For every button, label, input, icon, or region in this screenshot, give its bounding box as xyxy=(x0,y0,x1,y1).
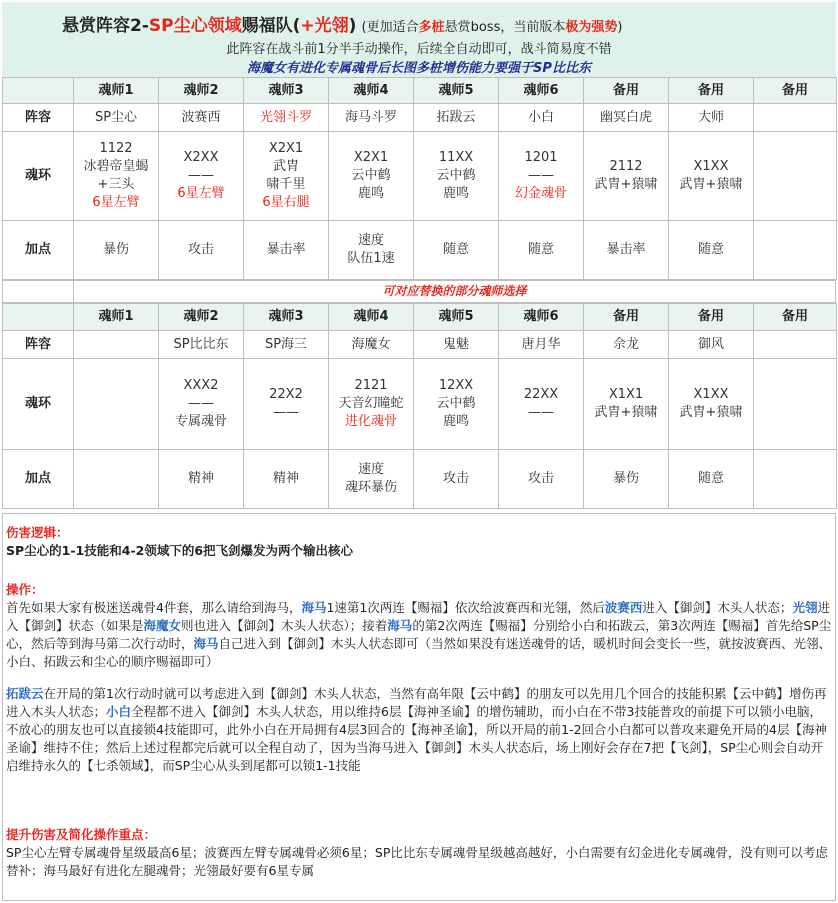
damage-section xyxy=(6,524,832,560)
header-cell-3: 魂师3 xyxy=(244,304,329,331)
soul-ring-row xyxy=(3,132,837,221)
soul-ring-cell xyxy=(159,359,244,450)
cell-line: +三头 xyxy=(97,177,135,192)
header-cell-7: 备用 xyxy=(584,78,669,104)
points-cell xyxy=(584,221,669,280)
lineup-row xyxy=(3,104,837,132)
cell-line: 武胄+猿啸 xyxy=(594,177,658,192)
cell-line: 12XX xyxy=(438,378,474,393)
header-cell-4: 魂师4 xyxy=(329,304,414,331)
cell-line: 随意 xyxy=(697,242,724,257)
cell-line: X1X1 xyxy=(608,387,644,402)
header-cell-8: 备用 xyxy=(669,304,754,331)
points-cell xyxy=(329,221,414,280)
improve-heading: 提升伤害及简化操作重点： xyxy=(6,827,157,842)
cell-line: 队伍1速 xyxy=(347,251,395,266)
cell-line: 11XX xyxy=(438,150,474,165)
cell-line: 1201 xyxy=(524,150,558,165)
header-cell-9: 备用 xyxy=(754,78,837,104)
title-note: (更加适合多桩悬赏boss，当前版本极为强势) xyxy=(361,20,623,35)
table-header-row xyxy=(3,78,837,104)
header-banner xyxy=(2,2,836,77)
operation-section xyxy=(6,581,832,775)
cell-line: X1XX xyxy=(693,159,729,174)
points-cell xyxy=(414,450,499,509)
cell-line: 武胄+猿啸 xyxy=(594,405,658,420)
soul-ring-cell xyxy=(669,359,754,450)
cell-line: 武胄+猿啸 xyxy=(679,177,743,192)
row-label-soul-ring: 魂环 xyxy=(3,132,74,221)
operation-paragraph-1: 首先如果大家有极迷送魂骨4件套，那么请给到海马，海马1速第1次两连【赐福】依次给波赛西和光翎，然后波赛西进入【御剑】木头人状态；光翎进入【御剑】状态（如果是海魔女则也进入【御剑】木头人状态）；接着海马的第2次两连【赐福】分别给小白和拓跋云，第3次两连【赐福】首先给SP尘心，然后等到海马第二次行动时，海马自己进入到【御剑】木头人状态即可（当然如果没有迷送魂骨的话，暖机时间会变长一些，就按波赛西、光翎、小白、拓跋云和尘心的顺序赐福即可） xyxy=(6,600,832,669)
lineup-cell: 鬼魅 xyxy=(414,331,499,359)
cell-line: XXX2 xyxy=(183,378,219,393)
cell-line: 攻击 xyxy=(527,471,554,486)
points-cell xyxy=(499,221,584,280)
cell-line: X2XX xyxy=(183,150,219,165)
cell-line: —— xyxy=(188,168,214,183)
cell-line: 鹿鸣 xyxy=(442,414,469,429)
lineup-cell xyxy=(754,331,837,359)
soul-ring-cell xyxy=(499,132,584,221)
cell-line: 攻击 xyxy=(442,471,469,486)
lineup-cell: SP比比东 xyxy=(159,331,244,359)
lineup-cell: SP海三 xyxy=(244,331,329,359)
soul-ring-cell xyxy=(244,359,329,450)
cell-line: 速度 xyxy=(357,462,384,477)
header-cell-2: 魂师2 xyxy=(159,304,244,331)
table-header-row xyxy=(3,304,837,331)
points-cell xyxy=(244,221,329,280)
cell-line: 22XX xyxy=(523,387,559,402)
cell-line: 速度 xyxy=(357,233,384,248)
cell-line: X1XX xyxy=(693,387,729,402)
cell-line: —— xyxy=(273,405,299,420)
cell-line: —— xyxy=(188,396,214,411)
header-cell-3: 魂师3 xyxy=(244,78,329,104)
soul-ring-cell xyxy=(414,359,499,450)
improve-section xyxy=(6,826,832,880)
header-cell-1: 魂师1 xyxy=(74,78,159,104)
header-cell-5: 魂师5 xyxy=(414,78,499,104)
cell-line: 6星右腿 xyxy=(262,195,310,210)
lineup-cell: SP尘心 xyxy=(74,104,159,132)
cell-line: X2X1 xyxy=(268,141,304,156)
header-cell-4: 魂师4 xyxy=(329,78,414,104)
header-cell-5: 魂师5 xyxy=(414,304,499,331)
soul-ring-cell xyxy=(74,359,159,450)
lineup-cell: 海马斗罗 xyxy=(329,104,414,132)
operation-heading: 操作： xyxy=(6,582,44,597)
cell-line: 随意 xyxy=(697,471,724,486)
cell-line: 精神 xyxy=(187,471,214,486)
lineup-cell: 光翎斗罗 xyxy=(244,104,329,132)
cell-line: —— xyxy=(528,168,554,183)
damage-heading: 伤害逻辑： xyxy=(6,525,69,540)
soul-ring-cell xyxy=(754,132,837,221)
cell-line: 随意 xyxy=(527,242,554,257)
soul-ring-cell xyxy=(329,132,414,221)
points-cell xyxy=(159,221,244,280)
soul-ring-cell xyxy=(329,359,414,450)
lineup-cell: 御风 xyxy=(669,331,754,359)
lineup-cell: 海魔女 xyxy=(329,331,414,359)
soul-ring-cell xyxy=(669,132,754,221)
points-cell xyxy=(669,221,754,280)
soul-ring-row xyxy=(3,359,837,450)
lineup-cell: 波赛西 xyxy=(159,104,244,132)
cell-line: 6星左臂 xyxy=(177,186,225,201)
separator-note: 可对应替换的部分魂师选择 xyxy=(73,280,836,303)
cell-line: 暴伤 xyxy=(102,242,129,257)
cell-line: 幻金魂骨 xyxy=(514,186,567,201)
operation-paragraph-2: 拓跋云在开局的第1次行动时就可以考虑进入到【御剑】木头人状态，当然有高年限【云中鹤】的朋友可以先用几个回合的技能积累【云中鹤】增伤再进入木头人状态；小白全程都不进入【御剑】木头人状态，用以维持6层【海神圣谕】的增伤辅助，而小白在不带3技能普攻的前提下可以锁小电脑，不放心的朋友也可以直接锁4技能即可，此外小白在开局拥有4层3回合的【海神圣谕】，所以开局的前1-2回合小白都可以普攻来避免开局的4层【海神圣谕】维持不住；然后上述过程都完后就可以全程自动了，因为当海马进入【御剑】木头人状态后，场上刚好会存在7把【飞剑】，SP尘心则会自动开启维持永久的【七杀领域】，而SP尘心从头到尾都可以锁1-1技能 xyxy=(6,686,827,773)
lineup-cell xyxy=(74,331,159,359)
cell-line: —— xyxy=(528,405,554,420)
soul-ring-cell xyxy=(754,359,837,450)
cell-line: 攻击 xyxy=(187,242,214,257)
lineup-cell xyxy=(754,104,837,132)
cell-line: 暴击率 xyxy=(606,242,646,257)
page-subtitle: 此阵容在战斗前1分半手动操作，后续全自动即可，战斗简易度不错 xyxy=(226,42,612,57)
row-label-lineup: 阵容 xyxy=(3,331,74,359)
cell-line: 22X2 xyxy=(269,387,303,402)
cell-line: 6星左臂 xyxy=(92,195,140,210)
cell-line: 暴击率 xyxy=(266,242,306,257)
corner-cell xyxy=(3,304,74,331)
page-note: 海魔女有进化专属魂骨后长图多桩增伤能力要强于SP比比东 xyxy=(247,61,591,76)
cell-line: 鹿鸣 xyxy=(442,186,469,201)
separator-left xyxy=(2,280,74,303)
points-cell xyxy=(584,450,669,509)
soul-ring-cell xyxy=(414,132,499,221)
soul-ring-cell xyxy=(74,132,159,221)
lineup-cell: 拓跋云 xyxy=(414,104,499,132)
lineup-cell: 大师 xyxy=(669,104,754,132)
cell-line: 专属魂骨 xyxy=(174,414,227,429)
header-cell-2: 魂师2 xyxy=(159,78,244,104)
cell-line: 精神 xyxy=(272,471,299,486)
cell-line: 武胄 xyxy=(272,159,299,174)
cell-line: X2X1 xyxy=(353,150,389,165)
points-cell xyxy=(244,450,329,509)
header-cell-7: 备用 xyxy=(584,304,669,331)
header-cell-6: 魂师6 xyxy=(499,304,584,331)
header-cell-8: 备用 xyxy=(669,78,754,104)
cell-line: 冰碧帝皇蝎 xyxy=(83,159,149,174)
cell-line: 啸千里 xyxy=(266,177,306,192)
lineup-row xyxy=(3,331,837,359)
lineup-cell: 唐月华 xyxy=(499,331,584,359)
lineup-table-alt xyxy=(2,303,837,509)
soul-ring-cell xyxy=(499,359,584,450)
points-cell xyxy=(159,450,244,509)
cell-line: 1122 xyxy=(99,141,133,156)
cell-line: 2112 xyxy=(609,159,643,174)
points-cell xyxy=(414,221,499,280)
improve-text: SP尘心左臂专属魂骨星级最高6星；波赛西左臂专属魂骨必须6星；SP比比东专属魂骨星级越高越好，小白需要有幻金进化专属魂骨，没有则可以考虑替补；海马最好有进化左腿魂骨；光翎最好要有6星专属 xyxy=(6,845,828,878)
points-row xyxy=(3,221,837,280)
soul-ring-cell xyxy=(584,359,669,450)
header-cell-1: 魂师1 xyxy=(74,304,159,331)
page-title: 悬赏阵容2-SP尘心领域赐福队(+光翎) (更加适合多桩悬赏boss，当前版本极为强势) xyxy=(62,16,623,36)
cell-line: 进化魂骨 xyxy=(344,414,397,429)
cell-line: 魂环暴伤 xyxy=(344,480,397,495)
cell-line: 云中鹤 xyxy=(351,168,391,183)
row-label-soul-ring: 魂环 xyxy=(3,359,74,450)
soul-ring-cell xyxy=(584,132,669,221)
row-label-points: 加点 xyxy=(3,221,74,280)
points-cell xyxy=(754,450,837,509)
soul-ring-cell xyxy=(159,132,244,221)
cell-line: 云中鹤 xyxy=(436,396,476,411)
soul-ring-cell xyxy=(244,132,329,221)
cell-line: 鹿鸣 xyxy=(357,186,384,201)
cell-line: 暴伤 xyxy=(612,471,639,486)
points-cell xyxy=(669,450,754,509)
cell-line: 2121 xyxy=(354,378,388,393)
header-cell-9: 备用 xyxy=(754,304,837,331)
header-cell-6: 魂师6 xyxy=(499,78,584,104)
row-label-points: 加点 xyxy=(3,450,74,509)
points-cell xyxy=(499,450,584,509)
row-label-lineup: 阵容 xyxy=(3,104,74,132)
points-cell xyxy=(74,450,159,509)
points-cell xyxy=(74,221,159,280)
cell-line: 随意 xyxy=(442,242,469,257)
lineup-cell: 佘龙 xyxy=(584,331,669,359)
damage-text: SP尘心的1-1技能和4-2领域下的6把飞剑爆发为两个输出核心 xyxy=(6,543,354,558)
points-cell xyxy=(329,450,414,509)
lineup-cell: 幽冥白虎 xyxy=(584,104,669,132)
lineup-table-main xyxy=(2,77,837,280)
lineup-cell: 小白 xyxy=(499,104,584,132)
cell-line: 云中鹤 xyxy=(436,168,476,183)
points-row xyxy=(3,450,837,509)
cell-line: 天音幻瞳蛇 xyxy=(338,396,404,411)
corner-cell xyxy=(3,78,74,104)
cell-line: 武胄+猿啸 xyxy=(679,405,743,420)
points-cell xyxy=(754,221,837,280)
